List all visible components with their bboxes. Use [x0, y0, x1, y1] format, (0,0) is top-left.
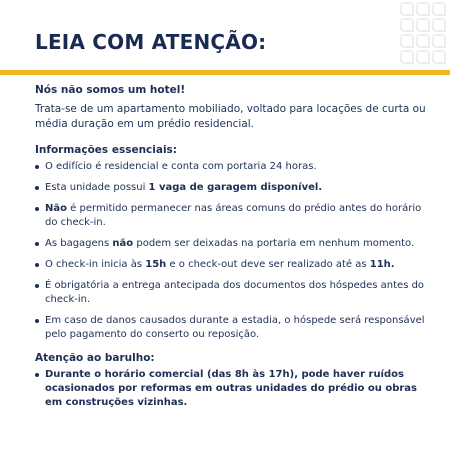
list-item: O check-in inicia às 15h e o check-out deve ser realizado até as 11h.: [35, 258, 430, 272]
intro-text: Trata-se de um apartamento mobiliado, voltado para locações de curta ou média duração em um prédio residencial.: [35, 103, 426, 130]
accent-divider: [0, 70, 450, 75]
list-item: Em caso de danos causados durante a estadia, o hóspede será responsável pelo pagamento do conserto ou reposição.: [35, 314, 430, 342]
list-item: O edifício é residencial e conta com portaria 24 horas.: [35, 160, 430, 174]
main-content: [35, 84, 430, 410]
essentials-list: [35, 160, 430, 342]
list-item: Durante o horário comercial (das 8h às 17h), pode haver ruídos ocasionados por reformas em outras unidades do prédio ou obras em construções vizinhas.: [35, 368, 430, 410]
list-item: Esta unidade possui 1 vaga de garagem disponível.: [35, 181, 430, 195]
decorative-pattern-icon: [398, 0, 450, 74]
list-item: Não é permitido permanecer nas áreas comuns do prédio antes do horário do check-in.: [35, 202, 430, 230]
page-title: LEIA COM ATENÇÃO:: [35, 30, 267, 54]
header: [0, 0, 450, 70]
list-item: As bagagens não podem ser deixadas na portaria em nenhum momento.: [35, 237, 430, 251]
noise-title: Atenção ao barulho:: [35, 352, 155, 364]
intro-lead: Nós não somos um hotel!: [35, 84, 186, 96]
list-item: É obrigatória a entrega antecipada dos documentos dos hóspedes antes do check-in.: [35, 279, 430, 307]
noise-list: [35, 368, 430, 410]
essentials-title: Informações essenciais:: [35, 144, 178, 156]
